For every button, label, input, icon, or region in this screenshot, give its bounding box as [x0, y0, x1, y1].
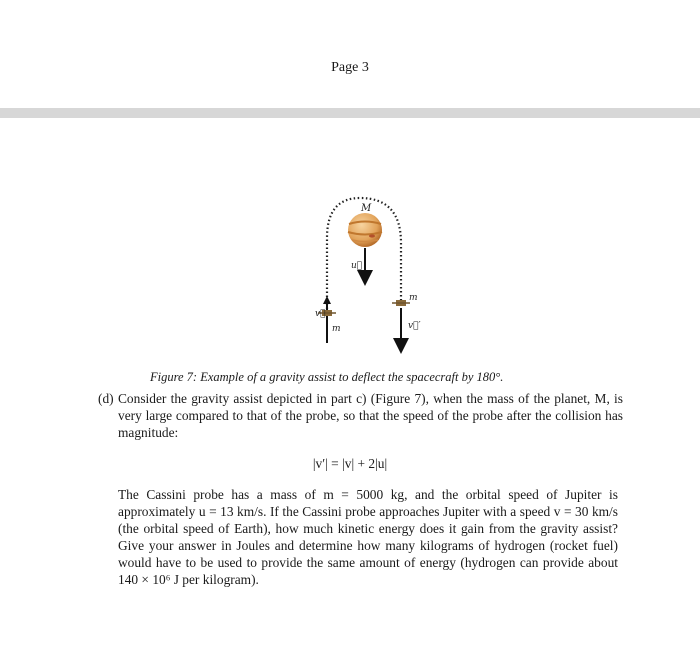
part-d-intro: Consider the gravity assist depicted in part c) (Figure 7), when the mass of the planet, M, is very large compared to that of the probe, so that the speed of the probe after the collision has magnitude:	[118, 391, 623, 440]
probe-mass-right-label: m	[409, 293, 418, 303]
probe-outgoing	[392, 300, 410, 306]
planet-mass-label: M	[361, 203, 372, 214]
page-number-label: Page 3	[331, 60, 369, 75]
part-d-question	[98, 390, 623, 441]
probe-mass-left-label: m	[332, 324, 341, 334]
part-d-body: The Cassini probe has a mass of m = 5000 kg, and the orbital speed of Jupiter is approximately u = 13 km/s. If the Cassini probe approaches Jupiter with a speed v = 30 km/s (the orbital speed of Earth), how much kinetic energy does it gain from the gravity assist? Give your answer in Joules and determine how many kilograms of hydrogen (rocket fuel) would have to be used to provide the same amount of energy (hydrogen can provide about 140 × 10⁶ J per kilogram).	[118, 487, 618, 587]
probe-velocity-out-label: v⃗′	[408, 321, 421, 331]
page-separator	[0, 108, 700, 118]
probe-velocity-in-label: v⃗	[315, 309, 326, 319]
speed-equation: |v′| = |v| + 2|u|	[312, 456, 388, 471]
planet-jupiter	[348, 213, 382, 247]
part-marker: (d)	[98, 391, 114, 406]
figure-caption: Figure 7: Example of a gravity assist to deflect the spacecraft by 180°.	[150, 370, 504, 384]
planet-velocity-label: u⃗	[351, 261, 363, 271]
gravity-assist-figure	[0, 118, 700, 368]
page-header-area	[0, 0, 700, 108]
document-page	[0, 118, 700, 657]
